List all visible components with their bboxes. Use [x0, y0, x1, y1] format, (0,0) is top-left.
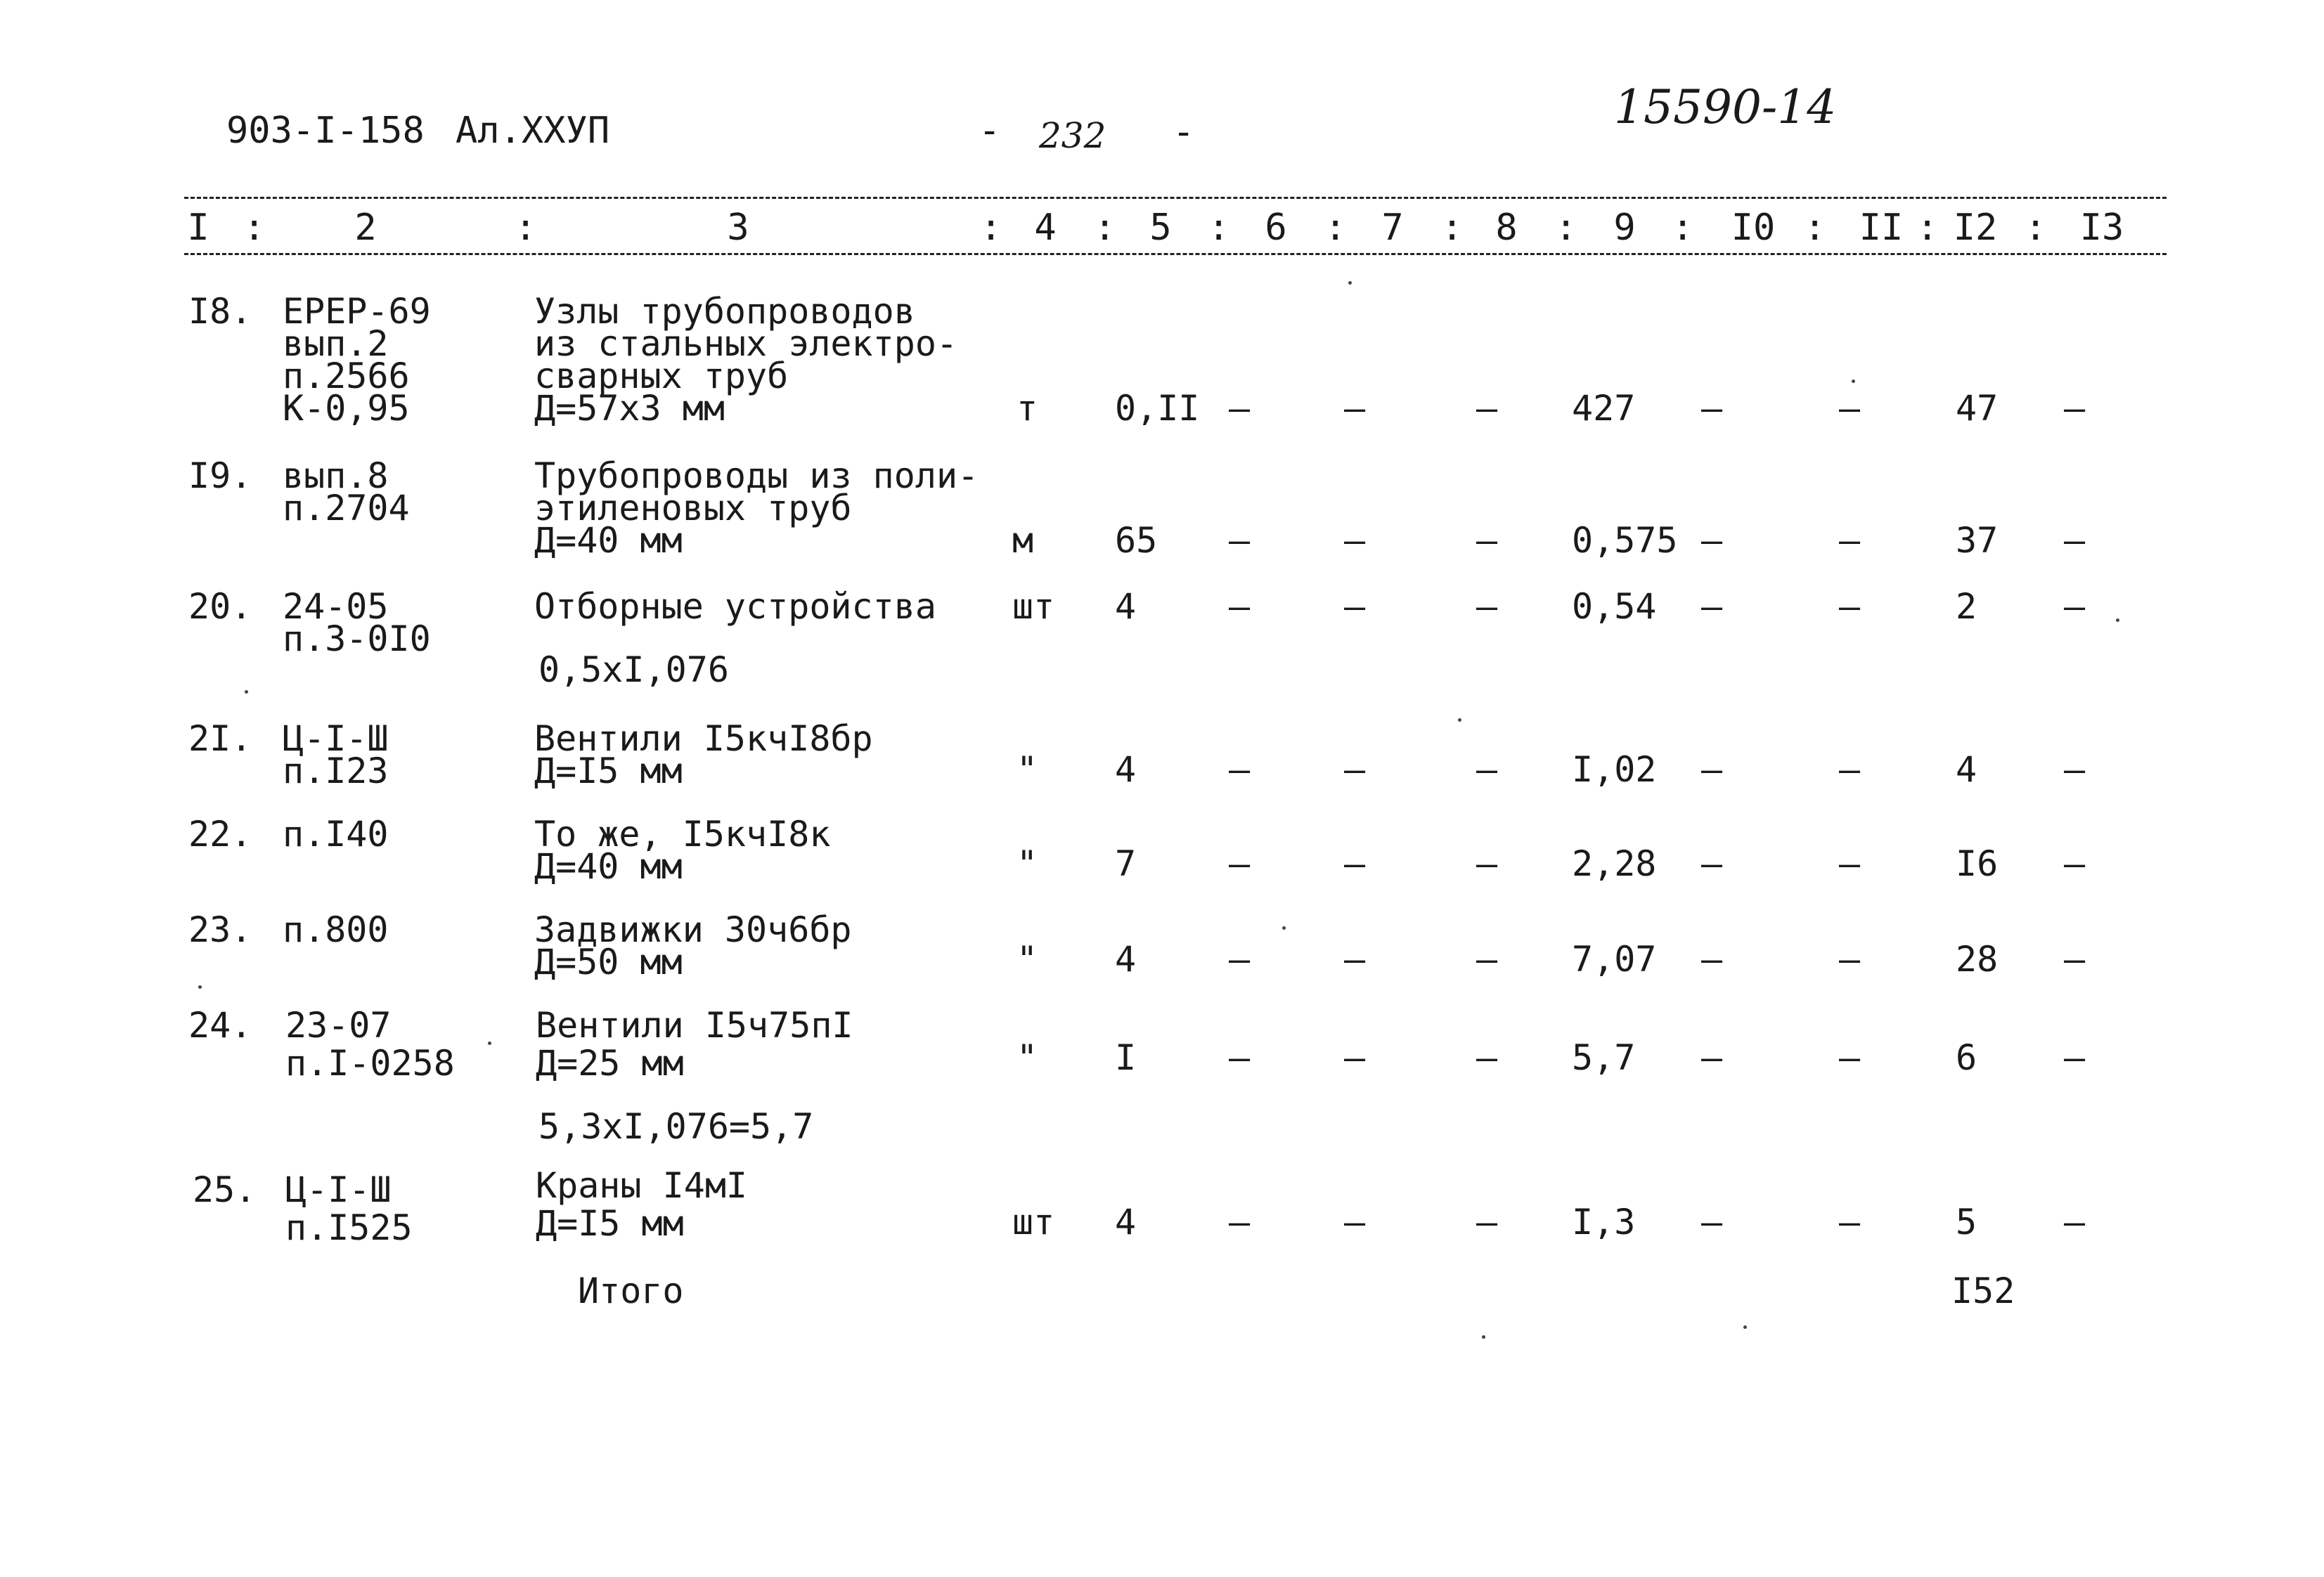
row-unit: ": [1016, 749, 1038, 790]
col-separator: :: [1916, 207, 1939, 249]
sheet-code: 15590-14: [1614, 80, 1837, 134]
row-col7: –: [1344, 520, 1366, 561]
row-col8: –: [1476, 586, 1498, 627]
row-col6: –: [1229, 1037, 1251, 1078]
col-header-5: 5: [1149, 207, 1172, 249]
row-unit: т: [1016, 388, 1038, 429]
page-number: 232: [1039, 115, 1106, 156]
row-col5: 4: [1115, 586, 1137, 627]
row-col7: –: [1344, 939, 1366, 980]
row-col12: 2: [1956, 586, 1977, 627]
row-unit: ": [1016, 1037, 1038, 1078]
col-header-1: I: [187, 207, 209, 249]
scan-speck: [1743, 1325, 1747, 1329]
row-col9: 427: [1572, 388, 1636, 429]
row-col10: –: [1701, 388, 1723, 429]
row-number: 2I.: [188, 718, 252, 759]
row-col5: 0,II: [1115, 388, 1200, 429]
col-separator: :: [1324, 207, 1347, 249]
row-col6: –: [1229, 843, 1251, 884]
col-separator: :: [1804, 207, 1826, 249]
row-col13: –: [2064, 586, 2086, 627]
row-col9: 5,7: [1572, 1037, 1636, 1078]
header-top-rule: [184, 197, 2167, 199]
row-col13: –: [2064, 843, 2086, 884]
row-col7: –: [1344, 843, 1366, 884]
row-col10: –: [1701, 1202, 1723, 1242]
row-reference: вып.8 п.2704: [283, 455, 410, 528]
row-reference: 24-05 п.3-0I0: [283, 586, 431, 659]
row-col5: 65: [1115, 520, 1158, 561]
row-unit: шт: [1012, 1202, 1055, 1242]
row-col5: 7: [1115, 843, 1137, 884]
row-reference: Ц-I-Ш п.I23: [283, 718, 389, 791]
row-description: Краны I4мI Д=I5 мм: [536, 1165, 748, 1244]
col-header-7: 7: [1381, 207, 1404, 249]
row-col9: I,3: [1572, 1202, 1636, 1242]
col-separator: :: [1208, 207, 1230, 249]
row-col13: –: [2064, 1202, 2086, 1242]
row-calculation-note: 0,5хI,076: [538, 649, 729, 690]
col-separator: :: [1094, 207, 1116, 249]
row-calculation-note: 5,3хI,076=5,7: [538, 1106, 814, 1147]
col-header-6: 6: [1265, 207, 1287, 249]
row-number: 20.: [188, 586, 252, 627]
row-unit: ": [1016, 843, 1038, 884]
scan-speck: [245, 690, 248, 694]
row-col7: –: [1344, 586, 1366, 627]
row-reference: 23-07 п.I-0258: [285, 1005, 455, 1084]
row-col12: 47: [1956, 388, 1999, 429]
row-col9: I,02: [1572, 749, 1657, 790]
row-col11: –: [1839, 520, 1861, 561]
scan-speck: [1482, 1335, 1485, 1339]
col-header-13: I3: [2079, 207, 2124, 249]
row-reference: Ц-I-Ш п.I525: [285, 1169, 413, 1248]
row-description: Трубопроводы из поли- этиленовых труб Д=40 мм: [534, 455, 979, 561]
row-col8: –: [1476, 520, 1498, 561]
row-col7: –: [1344, 388, 1366, 429]
document-code: 903-I-158: [226, 110, 425, 152]
row-col7: –: [1344, 749, 1366, 790]
row-col6: –: [1229, 939, 1251, 980]
row-col11: –: [1839, 749, 1861, 790]
col-separator: :: [515, 207, 537, 249]
page-number-dash-left: -: [979, 110, 1001, 152]
row-description: Вентили I5кчI8бр Д=I5 мм: [534, 718, 873, 791]
row-col5: 4: [1115, 939, 1137, 980]
row-col8: –: [1476, 843, 1498, 884]
total-label: Итого: [578, 1271, 684, 1311]
col-header-4: 4: [1034, 207, 1057, 249]
row-col12: 28: [1956, 939, 1999, 980]
row-col7: –: [1344, 1202, 1366, 1242]
row-description: Задвижки 30ч6бр Д=50 мм: [534, 909, 852, 982]
row-col13: –: [2064, 520, 2086, 561]
row-col12: 6: [1956, 1037, 1977, 1078]
total-value: I52: [1951, 1271, 2015, 1311]
col-separator: :: [243, 207, 266, 249]
col-header-2: 2: [354, 207, 377, 249]
col-header-10: I0: [1731, 207, 1776, 249]
row-col11: –: [1839, 388, 1861, 429]
row-col8: –: [1476, 749, 1498, 790]
album-number: Ал.XXУП: [456, 110, 610, 152]
row-col9: 2,28: [1572, 843, 1657, 884]
row-col13: –: [2064, 388, 2086, 429]
row-description: Вентили I5ч75пI Д=25 мм: [536, 1005, 853, 1084]
col-header-12: I2: [1953, 207, 1998, 249]
row-unit: шт: [1012, 586, 1055, 627]
row-number: I9.: [188, 455, 252, 496]
row-col10: –: [1701, 939, 1723, 980]
row-col9: 7,07: [1572, 939, 1657, 980]
col-separator: :: [980, 207, 1002, 249]
row-col10: –: [1701, 749, 1723, 790]
scan-speck: [2116, 618, 2119, 622]
row-unit: ": [1016, 939, 1038, 980]
row-col8: –: [1476, 1202, 1498, 1242]
row-col8: –: [1476, 1037, 1498, 1078]
row-description: Отборные устройства: [534, 586, 936, 627]
row-col6: –: [1229, 749, 1251, 790]
row-col9: 0,575: [1572, 520, 1678, 561]
row-col6: –: [1229, 388, 1251, 429]
col-header-9: 9: [1613, 207, 1636, 249]
row-col10: –: [1701, 586, 1723, 627]
row-col12: 5: [1956, 1202, 1977, 1242]
row-col11: –: [1839, 1037, 1861, 1078]
row-col6: –: [1229, 1202, 1251, 1242]
row-col8: –: [1476, 388, 1498, 429]
row-col12: 4: [1956, 749, 1977, 790]
scan-speck: [1852, 379, 1855, 383]
row-number: 25.: [193, 1169, 257, 1210]
row-col6: –: [1229, 520, 1251, 561]
row-description: Узлы трубопроводов из стальных электро- сварных труб Д=57х3 мм: [534, 291, 958, 429]
row-col11: –: [1839, 843, 1861, 884]
scan-speck: [488, 1041, 491, 1045]
row-number: 23.: [188, 909, 252, 950]
header-bottom-rule: [184, 253, 2167, 255]
row-number: I8.: [188, 291, 252, 332]
row-col10: –: [1701, 843, 1723, 884]
col-header-11: II: [1859, 207, 1904, 249]
row-col7: –: [1344, 1037, 1366, 1078]
row-col8: –: [1476, 939, 1498, 980]
row-reference: п.I40: [283, 814, 389, 855]
row-col5: I: [1115, 1037, 1137, 1078]
col-header-8: 8: [1495, 207, 1518, 249]
row-reference: п.800: [283, 909, 389, 950]
row-number: 22.: [188, 814, 252, 855]
col-separator: :: [1672, 207, 1694, 249]
row-unit: м: [1012, 520, 1034, 561]
row-col12: I6: [1956, 843, 1999, 884]
scan-speck: [1282, 926, 1286, 930]
col-separator: :: [2025, 207, 2047, 249]
col-separator: :: [1555, 207, 1577, 249]
scan-speck: [198, 985, 202, 989]
row-description: То же, I5кчI8к Д=40 мм: [534, 814, 831, 887]
row-col6: –: [1229, 586, 1251, 627]
scan-speck: [1458, 718, 1461, 722]
row-col9: 0,54: [1572, 586, 1657, 627]
row-col13: –: [2064, 1037, 2086, 1078]
row-col11: –: [1839, 586, 1861, 627]
row-number: 24.: [188, 1005, 252, 1046]
row-col13: –: [2064, 749, 2086, 790]
row-col13: –: [2064, 939, 2086, 980]
page-number-dash-right: -: [1173, 111, 1195, 153]
row-col5: 4: [1115, 749, 1137, 790]
row-col11: –: [1839, 1202, 1861, 1242]
col-header-3: 3: [727, 207, 749, 249]
row-col5: 4: [1115, 1202, 1137, 1242]
row-reference: ЕРЕР-69 вып.2 п.2566 К-0,95: [283, 291, 431, 429]
row-col10: –: [1701, 520, 1723, 561]
col-separator: :: [1441, 207, 1464, 249]
row-col11: –: [1839, 939, 1861, 980]
scan-speck: [1348, 281, 1352, 285]
row-col12: 37: [1956, 520, 1999, 561]
row-col10: –: [1701, 1037, 1723, 1078]
